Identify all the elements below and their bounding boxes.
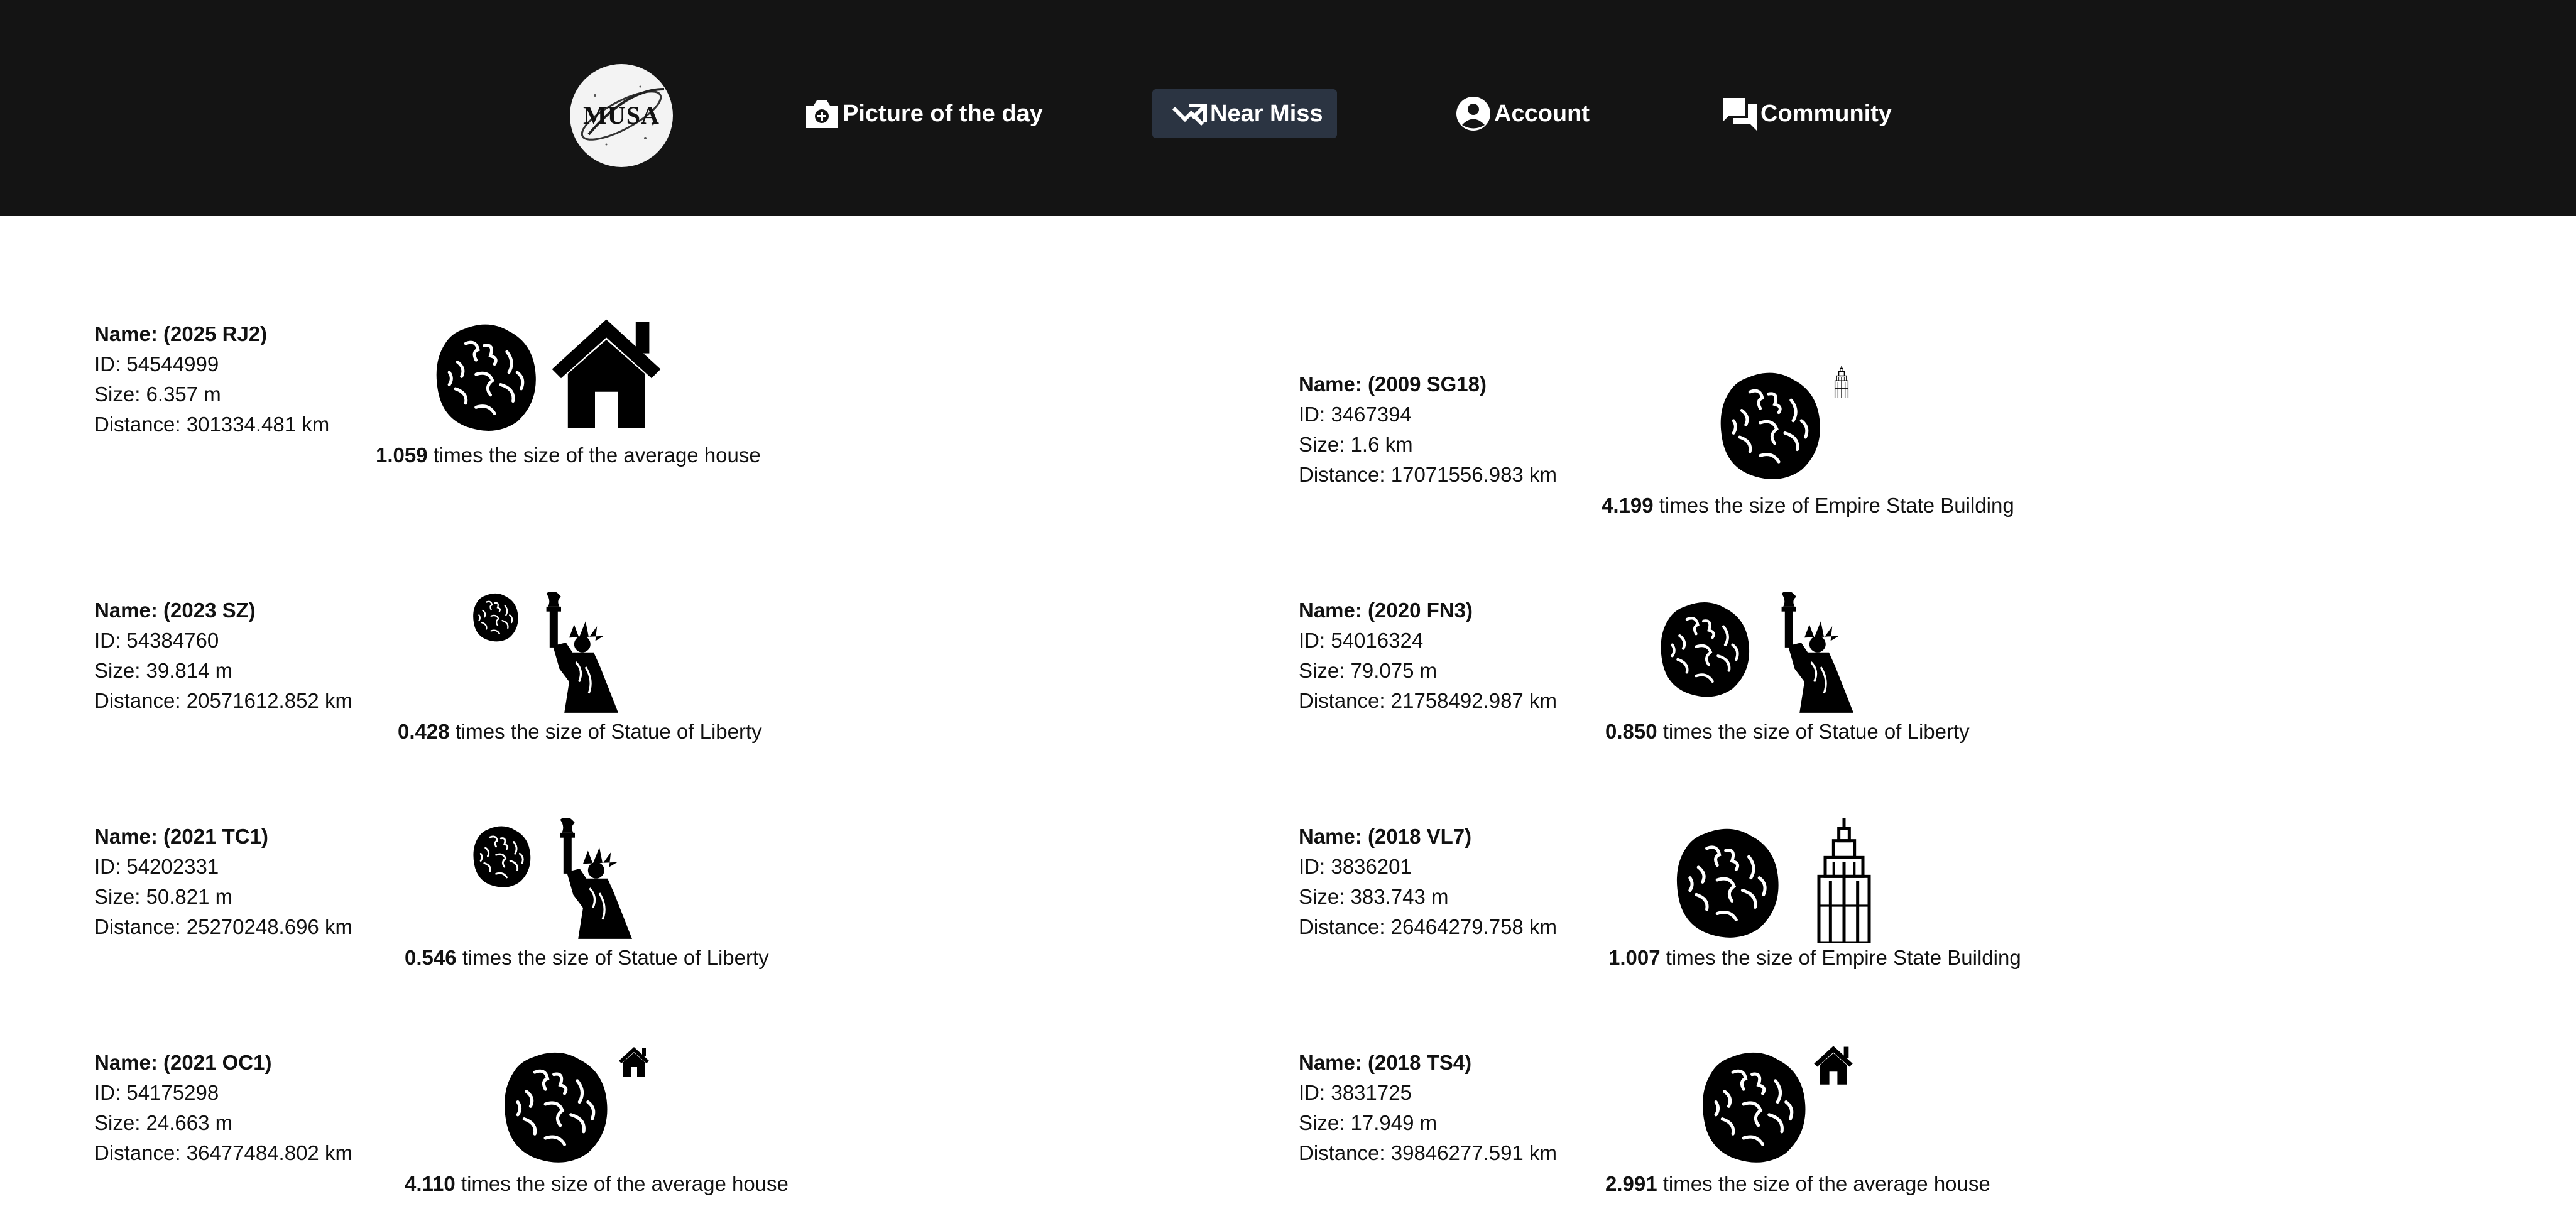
- asteroid-distance: [1299, 1138, 1588, 1168]
- asteroid-name: Name: (2018 VL7): [1299, 825, 1472, 848]
- distance-prefix: Distance:: [94, 915, 187, 938]
- size-value: 1.6 km: [1350, 433, 1413, 456]
- id-prefix: ID:: [1299, 403, 1331, 426]
- size-prefix: Size:: [94, 885, 146, 908]
- nav-label: Account: [1494, 100, 1590, 127]
- nav-account[interactable]: [1454, 89, 1590, 138]
- size-value: 383.743 m: [1350, 885, 1449, 908]
- size-ratio: 0.546: [405, 946, 457, 969]
- comparison-text: times the size of Statue of Liberty: [456, 946, 769, 969]
- logo-text: MUSA: [583, 101, 660, 129]
- asteroid-distance: [94, 410, 383, 440]
- distance-value: 39846277.591 km: [1390, 1141, 1557, 1164]
- size-comparison-caption: [376, 443, 761, 467]
- comparison-svg: [472, 592, 636, 717]
- size-ratio: 1.059: [376, 443, 428, 467]
- trend-arrow-icon: [1170, 94, 1209, 133]
- comparison-svg: [472, 818, 661, 943]
- distance-prefix: Distance:: [1299, 463, 1391, 486]
- asteroid-icon: [1703, 1053, 1805, 1163]
- nav-picture-of-the-day[interactable]: [802, 89, 1043, 138]
- asteroid-size: [94, 379, 383, 410]
- comparison-text: times the size of Statue of Liberty: [449, 720, 762, 743]
- comparison-text: times the size of Statue of Liberty: [1657, 720, 1970, 743]
- empire-state-building-icon: [1819, 818, 1869, 943]
- asteroid-icon: [1661, 602, 1749, 697]
- size-comparison-graphic: [503, 1043, 666, 1168]
- asteroid-info: [1299, 1048, 1588, 1168]
- asteroid-icon: [1677, 829, 1779, 938]
- asteroid-name: Name: (2020 FN3): [1299, 599, 1473, 622]
- id-value: 54202331: [126, 855, 219, 878]
- comparison-text: times the size of the average house: [1657, 1172, 1990, 1195]
- asteroid-name: Name: (2018 TS4): [1299, 1051, 1472, 1074]
- id-value: 3831725: [1331, 1081, 1412, 1104]
- nav-label: Community: [1760, 100, 1892, 127]
- id-value: 3467394: [1331, 403, 1412, 426]
- asteroid-distance: [94, 686, 383, 716]
- nav-community[interactable]: [1720, 89, 1892, 138]
- asteroid-id: [94, 626, 383, 656]
- nav-label: Near Miss: [1210, 100, 1323, 127]
- id-value: 54175298: [126, 1081, 219, 1104]
- asteroid-id: [1299, 626, 1588, 656]
- distance-value: 21758492.987 km: [1390, 689, 1557, 712]
- statue-of-liberty-icon: [547, 592, 618, 713]
- top-navbar: [0, 0, 2576, 216]
- id-prefix: ID:: [94, 1081, 127, 1104]
- comparison-text: times the size of the average house: [455, 1172, 789, 1195]
- size-comparison-graphic: [1674, 818, 1888, 943]
- asteroid-size: [1299, 430, 1588, 460]
- distance-value: 301334.481 km: [186, 413, 330, 436]
- size-comparison-caption: [1605, 1172, 1990, 1196]
- asteroid-info: [1299, 822, 1588, 942]
- size-prefix: Size:: [94, 382, 146, 406]
- size-value: 24.663 m: [146, 1111, 233, 1134]
- asteroid-distance: [1299, 686, 1588, 716]
- size-comparison-graphic: [472, 818, 661, 943]
- asteroid-size: [1299, 882, 1588, 912]
- id-value: 54016324: [1331, 629, 1424, 652]
- size-comparison-graphic: [1701, 1043, 1864, 1168]
- size-value: 6.357 m: [146, 382, 221, 406]
- size-value: 39.814 m: [146, 659, 233, 682]
- asteroid-size: [1299, 1108, 1588, 1138]
- asteroid-icon: [505, 1053, 607, 1163]
- asteroid-id: [1299, 852, 1588, 882]
- comparison-text: times the size of the average house: [427, 443, 761, 467]
- statue-of-liberty-icon: [1782, 592, 1853, 713]
- asteroid-id: [94, 852, 383, 882]
- distance-value: 25270248.696 km: [186, 915, 352, 938]
- size-prefix: Size:: [1299, 1111, 1351, 1134]
- asteroid-id: [1299, 399, 1588, 430]
- size-prefix: Size:: [1299, 885, 1351, 908]
- distance-prefix: Distance:: [94, 689, 187, 712]
- size-ratio: 4.199: [1602, 494, 1654, 517]
- distance-prefix: Distance:: [1299, 1141, 1391, 1164]
- asteroid-distance: [1299, 912, 1588, 942]
- comparison-text: times the size of Empire State Building: [1660, 946, 2021, 969]
- account-circle-icon: [1454, 94, 1493, 133]
- asteroid-icon: [473, 827, 530, 887]
- asteroid-info: [1299, 369, 1588, 490]
- distance-value: 17071556.983 km: [1390, 463, 1557, 486]
- size-comparison-caption: [405, 1172, 789, 1196]
- chat-bubbles-icon: [1720, 94, 1759, 133]
- id-value: 3836201: [1331, 855, 1412, 878]
- id-prefix: ID:: [1299, 1081, 1331, 1104]
- size-comparison-graphic: [472, 592, 636, 717]
- asteroid-size: [94, 882, 383, 912]
- asteroid-info: [94, 595, 383, 716]
- size-comparison-graphic: [1716, 364, 1867, 484]
- id-value: 54544999: [126, 352, 219, 376]
- size-value: 79.075 m: [1350, 659, 1438, 682]
- size-value: 50.821 m: [146, 885, 233, 908]
- comparison-svg: [503, 1043, 666, 1168]
- size-prefix: Size:: [1299, 659, 1351, 682]
- size-comparison-graphic: [432, 316, 671, 435]
- comparison-text: times the size of Empire State Building: [1653, 494, 2014, 517]
- distance-prefix: Distance:: [1299, 915, 1391, 938]
- id-prefix: ID:: [1299, 629, 1331, 652]
- size-ratio: 2.991: [1605, 1172, 1657, 1195]
- nav-near-miss[interactable]: [1152, 89, 1337, 138]
- asteroid-id: [94, 349, 383, 379]
- asteroid-distance: [94, 1138, 383, 1168]
- size-prefix: Size:: [1299, 433, 1351, 456]
- comparison-svg: [1701, 1043, 1864, 1168]
- size-comparison-caption: [1605, 720, 1970, 744]
- asteroid-info: [1299, 595, 1588, 716]
- comparison-svg: [1659, 592, 1872, 717]
- size-comparison-caption: [1608, 946, 2021, 970]
- size-value: 17.949 m: [1350, 1111, 1438, 1134]
- distance-value: 20571612.852 km: [186, 689, 352, 712]
- size-comparison-graphic: [1659, 592, 1872, 717]
- asteroid-info: [94, 822, 383, 942]
- distance-prefix: Distance:: [94, 1141, 187, 1164]
- asteroid-info: [94, 1048, 383, 1168]
- asteroid-size: [94, 1108, 383, 1138]
- comparison-svg: [1716, 364, 1867, 484]
- nav-label: Picture of the day: [843, 100, 1043, 127]
- size-prefix: Size:: [94, 1111, 146, 1134]
- id-prefix: ID:: [94, 352, 127, 376]
- asteroid-id: [94, 1078, 383, 1108]
- asteroid-icon: [1721, 373, 1820, 479]
- distance-value: 36477484.802 km: [186, 1141, 352, 1164]
- house-icon: [619, 1047, 649, 1077]
- id-prefix: ID:: [1299, 855, 1331, 878]
- asteroid-name: Name: (2009 SG18): [1299, 372, 1487, 396]
- comparison-svg: [1674, 818, 1888, 943]
- asteroid-icon: [437, 325, 536, 431]
- camera-icon: [802, 94, 841, 133]
- size-comparison-caption: [398, 720, 762, 744]
- musa-logo[interactable]: [570, 64, 673, 167]
- id-value: 54384760: [126, 629, 219, 652]
- asteroid-icon: [473, 594, 518, 642]
- asteroid-id: [1299, 1078, 1588, 1108]
- asteroid-size: [1299, 656, 1588, 686]
- asteroid-info: [94, 319, 383, 440]
- distance-prefix: Distance:: [1299, 689, 1391, 712]
- asteroid-name: Name: (2021 OC1): [94, 1051, 272, 1074]
- asteroid-name: Name: (2023 SZ): [94, 599, 256, 622]
- asteroid-size: [94, 656, 383, 686]
- id-prefix: ID:: [94, 629, 127, 652]
- house-icon: [552, 320, 661, 428]
- asteroid-distance: [1299, 460, 1588, 490]
- size-ratio: 4.110: [405, 1172, 456, 1195]
- empire-state-building-icon: [1835, 366, 1848, 398]
- size-ratio: 0.428: [398, 720, 450, 743]
- size-comparison-caption: [405, 946, 769, 970]
- size-ratio: 1.007: [1608, 946, 1661, 969]
- comparison-svg: [432, 316, 671, 435]
- size-prefix: Size:: [94, 659, 146, 682]
- asteroid-name: Name: (2025 RJ2): [94, 322, 268, 345]
- size-comparison-caption: [1602, 494, 2014, 518]
- distance-prefix: Distance:: [94, 413, 187, 436]
- asteroid-name: Name: (2021 TC1): [94, 825, 268, 848]
- house-icon: [1814, 1046, 1852, 1084]
- statue-of-liberty-icon: [560, 818, 632, 939]
- id-prefix: ID:: [94, 855, 127, 878]
- size-ratio: 0.850: [1605, 720, 1657, 743]
- asteroid-distance: [94, 912, 383, 942]
- distance-value: 26464279.758 km: [1390, 915, 1557, 938]
